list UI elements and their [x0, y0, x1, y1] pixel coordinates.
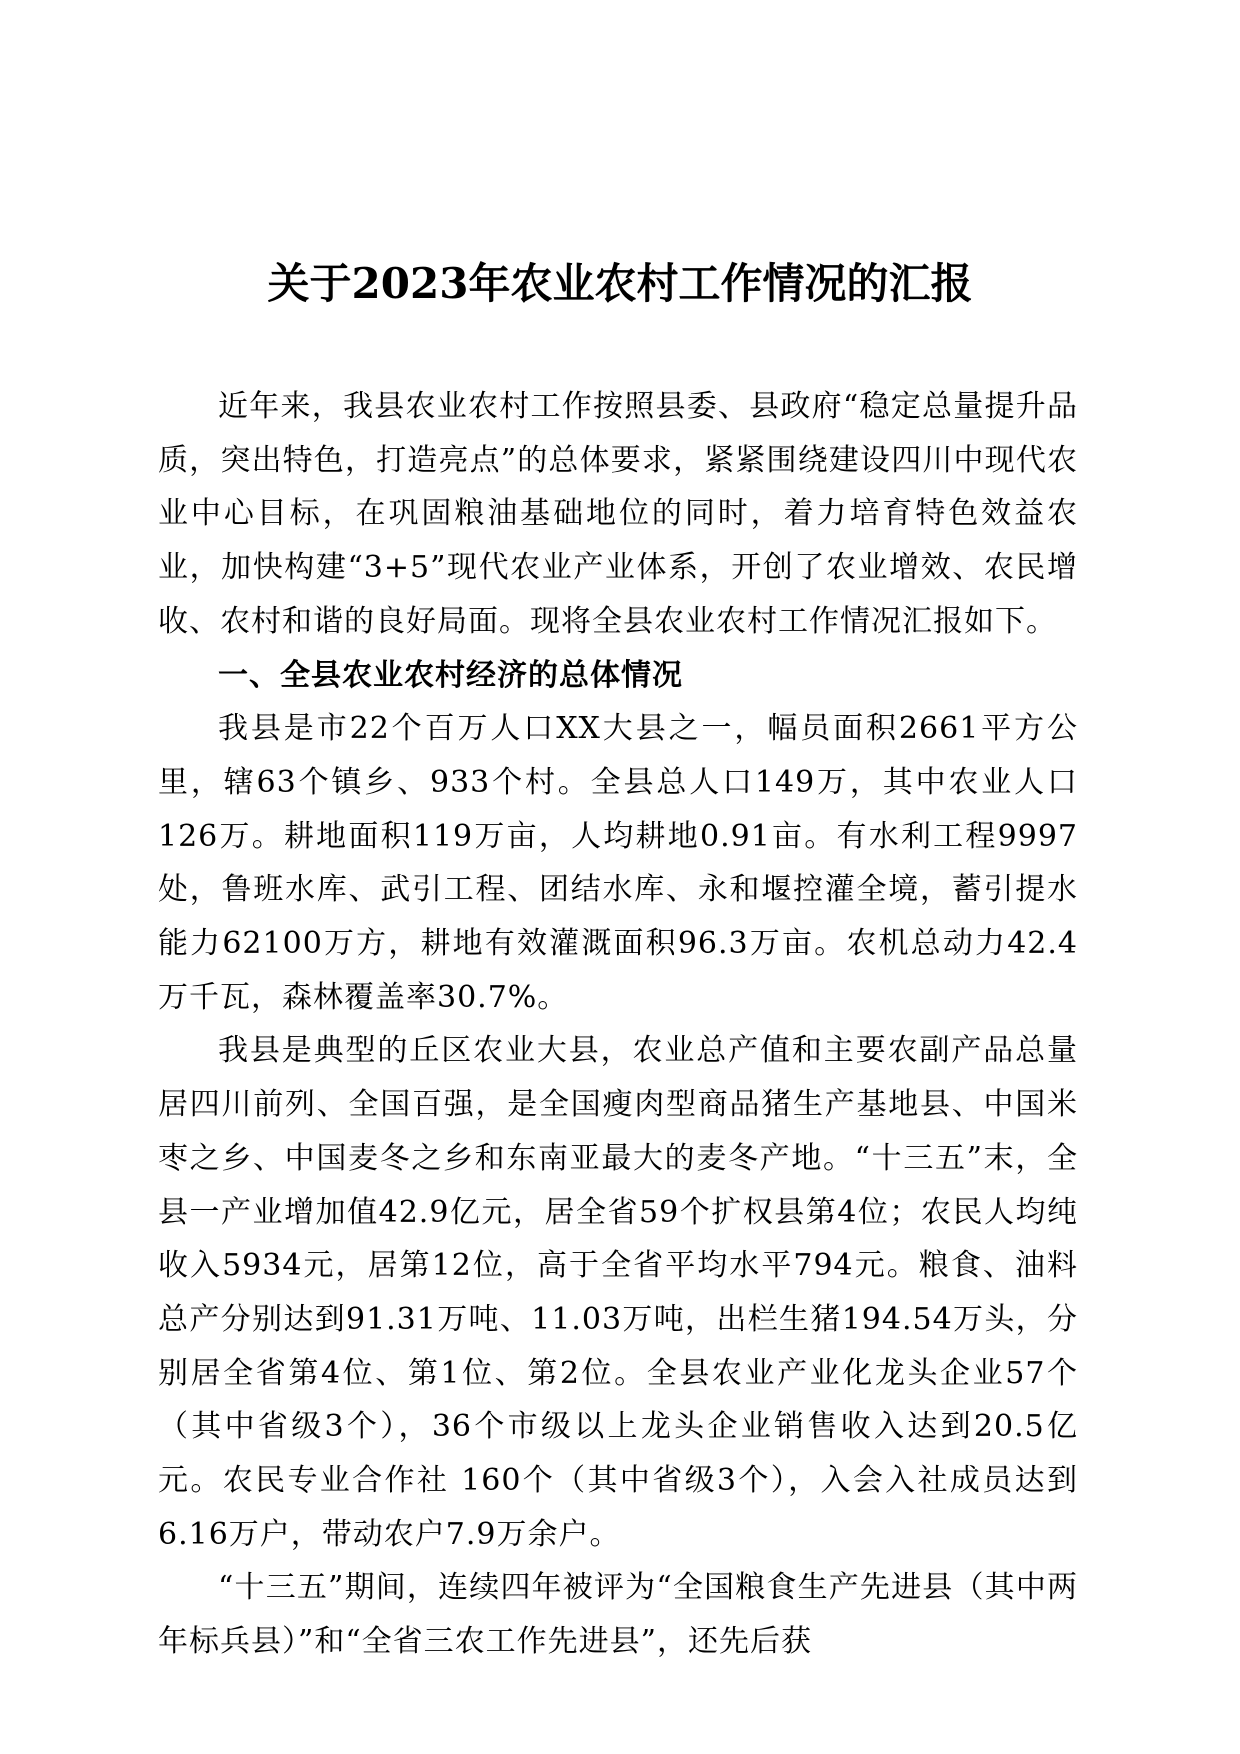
- paragraph-honors: “十三五”期间，连续四年被评为“全国粮食生产先进县（其中两年标兵县）”和“全省三农工作先进县”，还先后获: [158, 1570, 1078, 1660]
- paragraph-intro: 近年来，我县农业农村工作按照县委、县政府“稳定总量提升品质，突出特色，打造亮点”的总体要求，紧紧围绕建设四川中现代农业中心目标，在巩固粮油基础地位的同时，着力培育特色效益农业，加快构建“3+5”现代农业产业体系，开创了农业增效、农民增收、农村和谐的良好局面。现将全县农业农村工作情况汇报如下。: [158, 389, 1078, 639]
- paragraph-agricultural-status: 我县是典型的丘区农业大县，农业总产值和主要农副产品总量居四川前列、全国百强，是全国瘦肉型商品猪生产基地县、中国米枣之乡、中国麦冬之乡和东南亚最大的麦冬产地。“十三五”末，全县一产业增加值42.9亿元，居全省59个扩权县第4位；农民人均纯收入5934元，居第12位，高于全省平均水平794元。粮食、油料总产分别达到91.31万吨、11.03万吨，出栏生猪194.54万头，分别居全省第4位、第1位、第2位。全县农业产业化龙头企业57个（其中省级3个），36个市级以上龙头企业销售收入达到20.5亿元。农民专业合作社 160个（其中省级3个），入会入社成员达到6.16万户，带动农户7.9万余户。: [158, 1033, 1078, 1552]
- document-title: 关于2023年农业农村工作情况的汇报: [267, 259, 973, 309]
- paragraph-county-overview: 我县是市22个百万人口XX大县之一，幅员面积2661平方公里，辖63个镇乡、933个村。全县总人口149万，其中农业人口126万。耕地面积119万亩，人均耕地0.91亩。有水利工程9997处，鲁班水库、武引工程、团结水库、永和堰控灌全境，蓄引提水能力62100万方，耕地有效灌溉面积96.3万亩。农机总动力42.4万千瓦，森林覆盖率30.7%。: [158, 711, 1078, 1015]
- document-body: [158, 380, 1078, 1669]
- section-heading-1: 一、全县农业农村经济的总体情况: [218, 657, 683, 693]
